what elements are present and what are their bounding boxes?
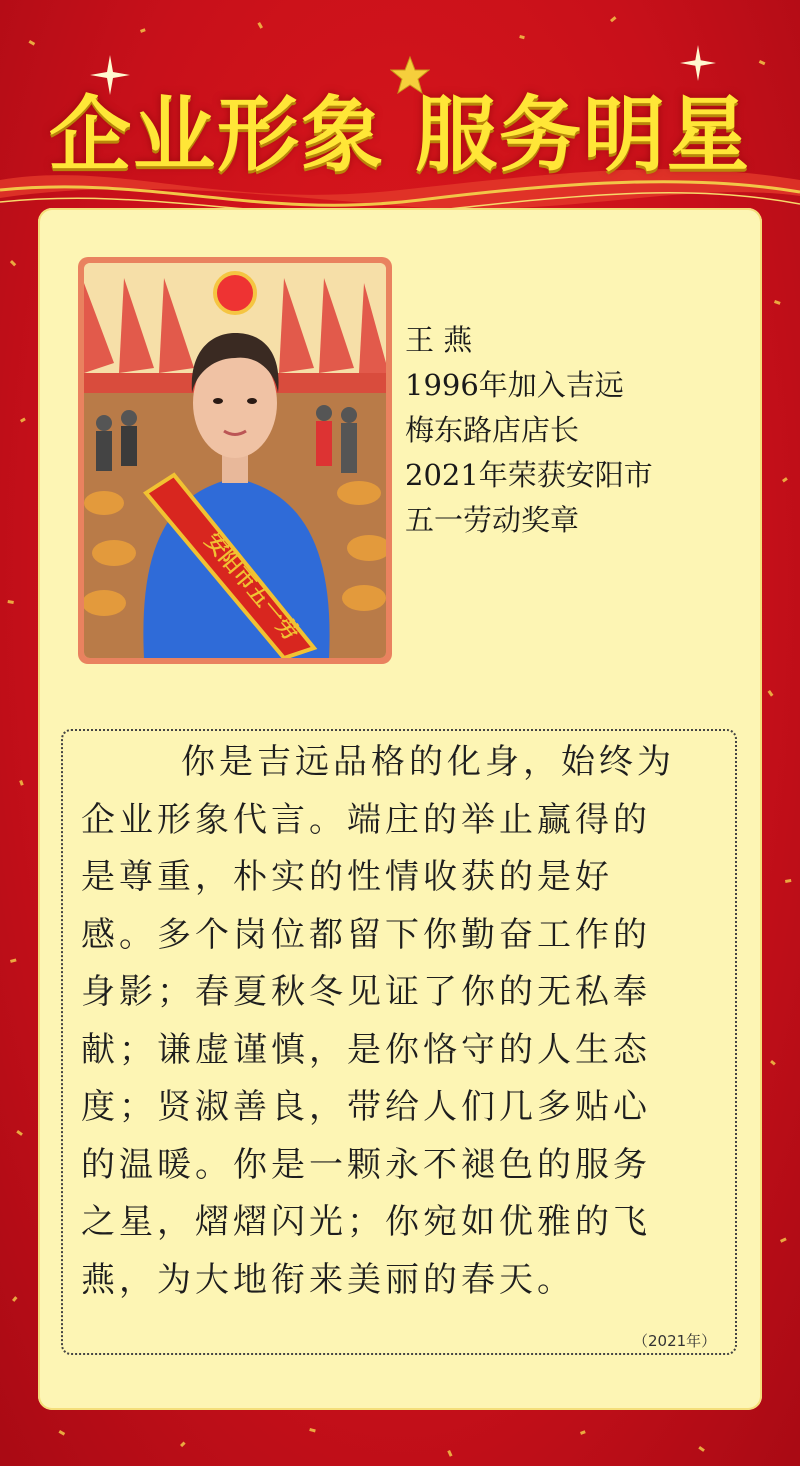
bio-line: 是尊重，朴实的性情收获的是好 xyxy=(81,857,613,897)
national-emblem-icon xyxy=(215,273,255,313)
profile-line-4: 2021年荣获安阳市 xyxy=(405,458,653,492)
bio-line: 的温暖。你是一颗永不褪色的服务 xyxy=(81,1144,651,1185)
title-part-1: 企业形象 xyxy=(48,88,385,183)
bio-line: 度；贤淑善良，带给人们几多贴心 xyxy=(81,1087,651,1127)
bio-line: 你是吉远品格的化身，始终为 xyxy=(181,742,675,782)
bio-line: 身影；春夏秋冬见证了你的无私奉 xyxy=(81,972,651,1012)
portrait-photo xyxy=(84,263,386,658)
bio-line: 之星，熠熠闪光；你宛如优雅的飞 xyxy=(81,1202,651,1242)
profile-name: 王 燕 xyxy=(405,323,473,357)
bio-line: 企业形象代言。端庄的举止赢得的 xyxy=(81,799,651,840)
profile-line-2: 1996年加入吉远 xyxy=(405,368,624,402)
profile-line-3: 梅东路店店长 xyxy=(405,413,580,447)
page-title xyxy=(0,70,800,187)
sash-label: 安阳市五一劳 xyxy=(199,528,304,646)
title-part-2: 服务明星 xyxy=(415,88,752,183)
bio-line: 燕，为大地衔来美丽的春天。 xyxy=(81,1259,575,1300)
bio-text xyxy=(81,734,731,1309)
profile-line-5: 五一劳动奖章 xyxy=(405,503,580,537)
bio-line: 献；谦虚谨慎，是你恪守的人生态 xyxy=(81,1029,651,1070)
profile-info xyxy=(405,318,745,543)
year-note: （2021年） xyxy=(633,1332,717,1350)
bio-line: 感。多个岗位都留下你勤奋工作的 xyxy=(81,914,651,955)
